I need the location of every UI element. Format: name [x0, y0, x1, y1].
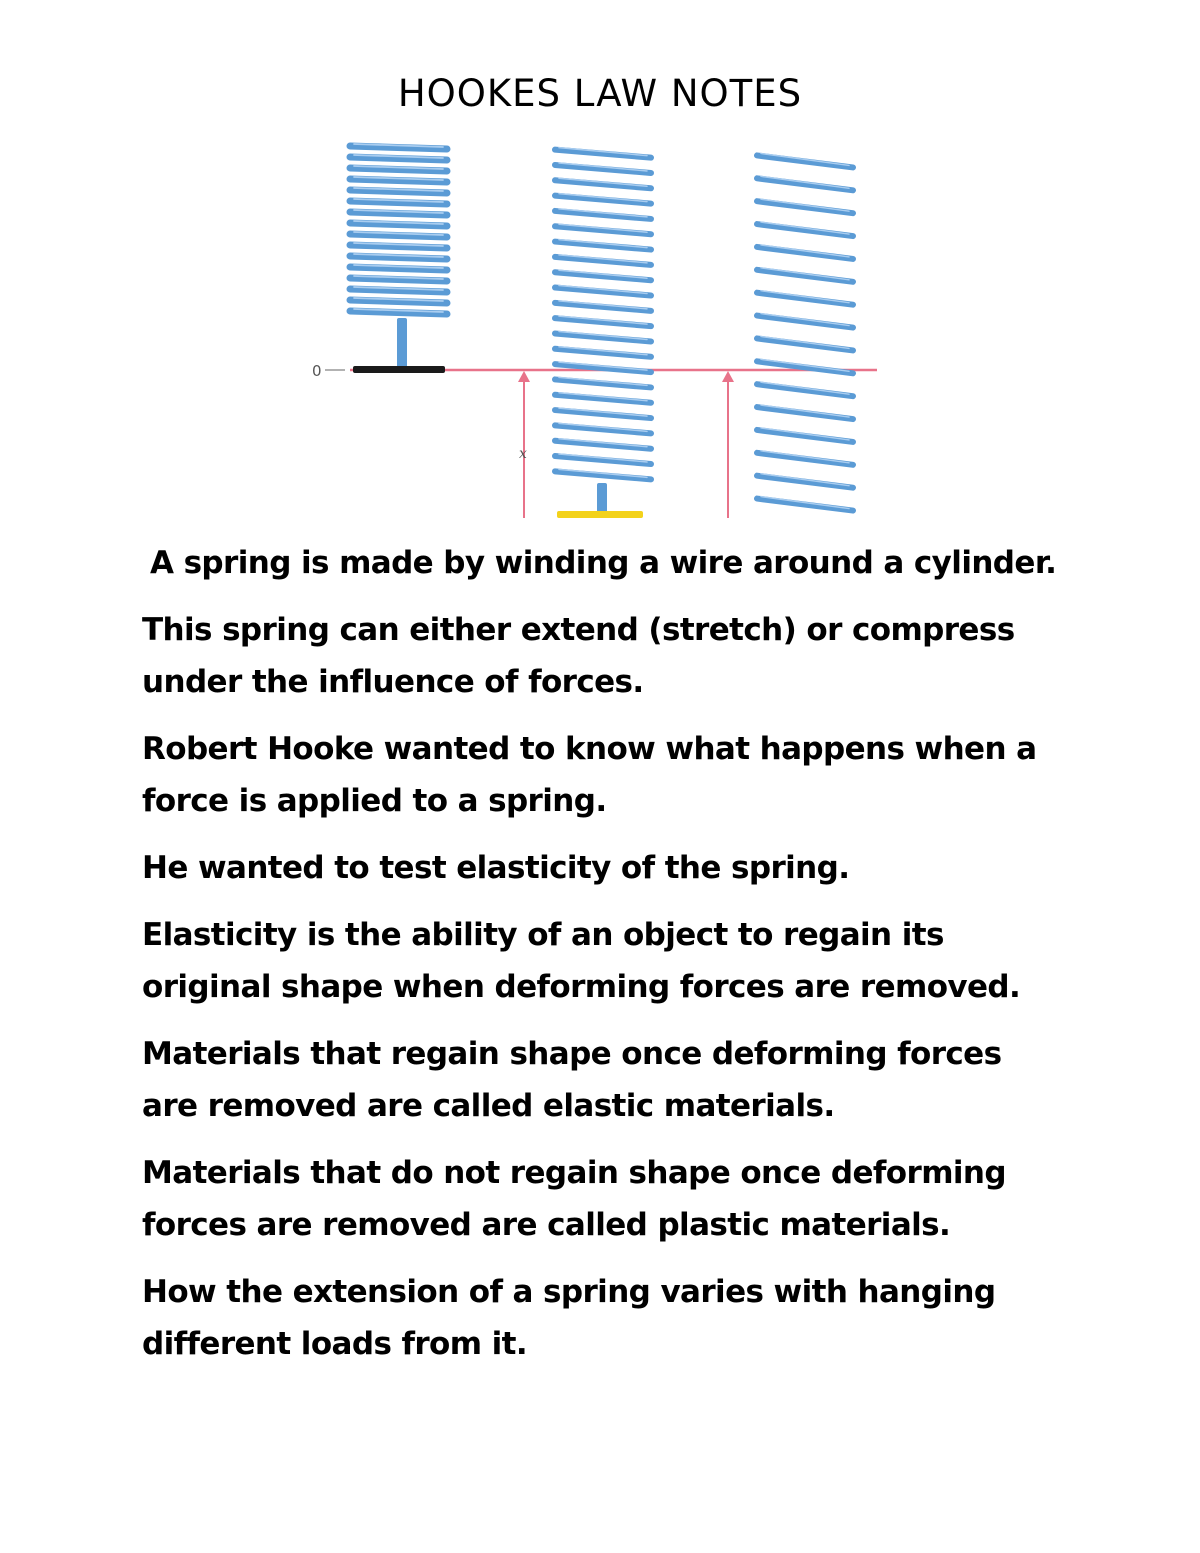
spring-diagram	[305, 138, 880, 518]
coil-turn	[757, 407, 853, 419]
coil-turn	[555, 196, 651, 204]
coil-turn	[757, 155, 853, 167]
coil-turn	[757, 384, 853, 396]
spring-1-stem	[397, 318, 407, 368]
spring-extension-figure	[305, 138, 880, 518]
coil-turn	[757, 224, 853, 236]
coil-turn	[757, 293, 853, 305]
page-title: HOOKES LAW NOTES	[397, 72, 803, 115]
coil-turn	[555, 441, 651, 449]
coil-turn	[757, 453, 853, 465]
coil-turn	[555, 379, 651, 387]
note-paragraph: A spring is made by winding a wire around a cylinder.	[150, 545, 1057, 581]
coil-turn	[555, 226, 651, 234]
coil-turn	[757, 178, 853, 190]
coil-turn	[555, 333, 651, 341]
coil-turn	[555, 425, 651, 433]
unloaded-spring	[350, 144, 447, 314]
note-paragraph: How the extension of a spring varies with hanging different loads from it.	[142, 1274, 996, 1362]
coil-turn	[757, 201, 853, 213]
coil-turn	[555, 150, 651, 158]
coil-turn	[555, 257, 651, 265]
coil-turn	[555, 303, 651, 311]
coil-turn	[757, 361, 853, 373]
note-paragraph: Robert Hooke wanted to know what happens when a force is applied to a spring.	[142, 731, 1037, 819]
coil-turn	[757, 316, 853, 328]
coil-turn	[555, 410, 651, 418]
weight-block	[557, 511, 643, 518]
coil-turn	[555, 456, 651, 464]
extension-label: x	[519, 446, 527, 462]
coil-turn	[555, 165, 651, 173]
coil-turn	[555, 471, 651, 479]
note-paragraph: Materials that do not regain shape once deforming forces are removed are called plastic materials.	[142, 1155, 1006, 1243]
coil-turn	[757, 430, 853, 442]
note-paragraph: Materials that regain shape once deforming forces are removed are called elastic materials.	[142, 1036, 1002, 1124]
coil-turn	[555, 211, 651, 219]
coil-turn	[555, 242, 651, 250]
spring-2-stem	[597, 483, 607, 513]
coil-turn	[757, 338, 853, 350]
coil-turn	[757, 476, 853, 488]
note-paragraph: He wanted to test elasticity of the spring.	[142, 850, 850, 886]
spring-1-base-plate	[353, 366, 445, 373]
extension-arrow-2-head	[722, 371, 734, 382]
further-stretched-spring	[757, 153, 853, 510]
coil-turn	[757, 499, 853, 511]
coil-turn	[757, 247, 853, 259]
coil-turn	[555, 272, 651, 280]
coil-turn	[555, 288, 651, 296]
coil-turn	[555, 349, 651, 357]
note-paragraph: This spring can either extend (stretch) or compress under the influence of forces.	[142, 612, 1015, 700]
coil-turn	[555, 318, 651, 326]
notes-body	[142, 537, 1062, 1385]
coil-turn	[555, 180, 651, 188]
extension-arrow-1-head	[518, 371, 530, 382]
stretched-spring-with-load	[555, 148, 651, 480]
coil-turn	[757, 270, 853, 282]
coil-turn	[555, 395, 651, 403]
origin-label: 0	[312, 362, 322, 380]
note-paragraph: Elasticity is the ability of an object to regain its original shape when deforming forces are removed.	[142, 917, 1021, 1005]
